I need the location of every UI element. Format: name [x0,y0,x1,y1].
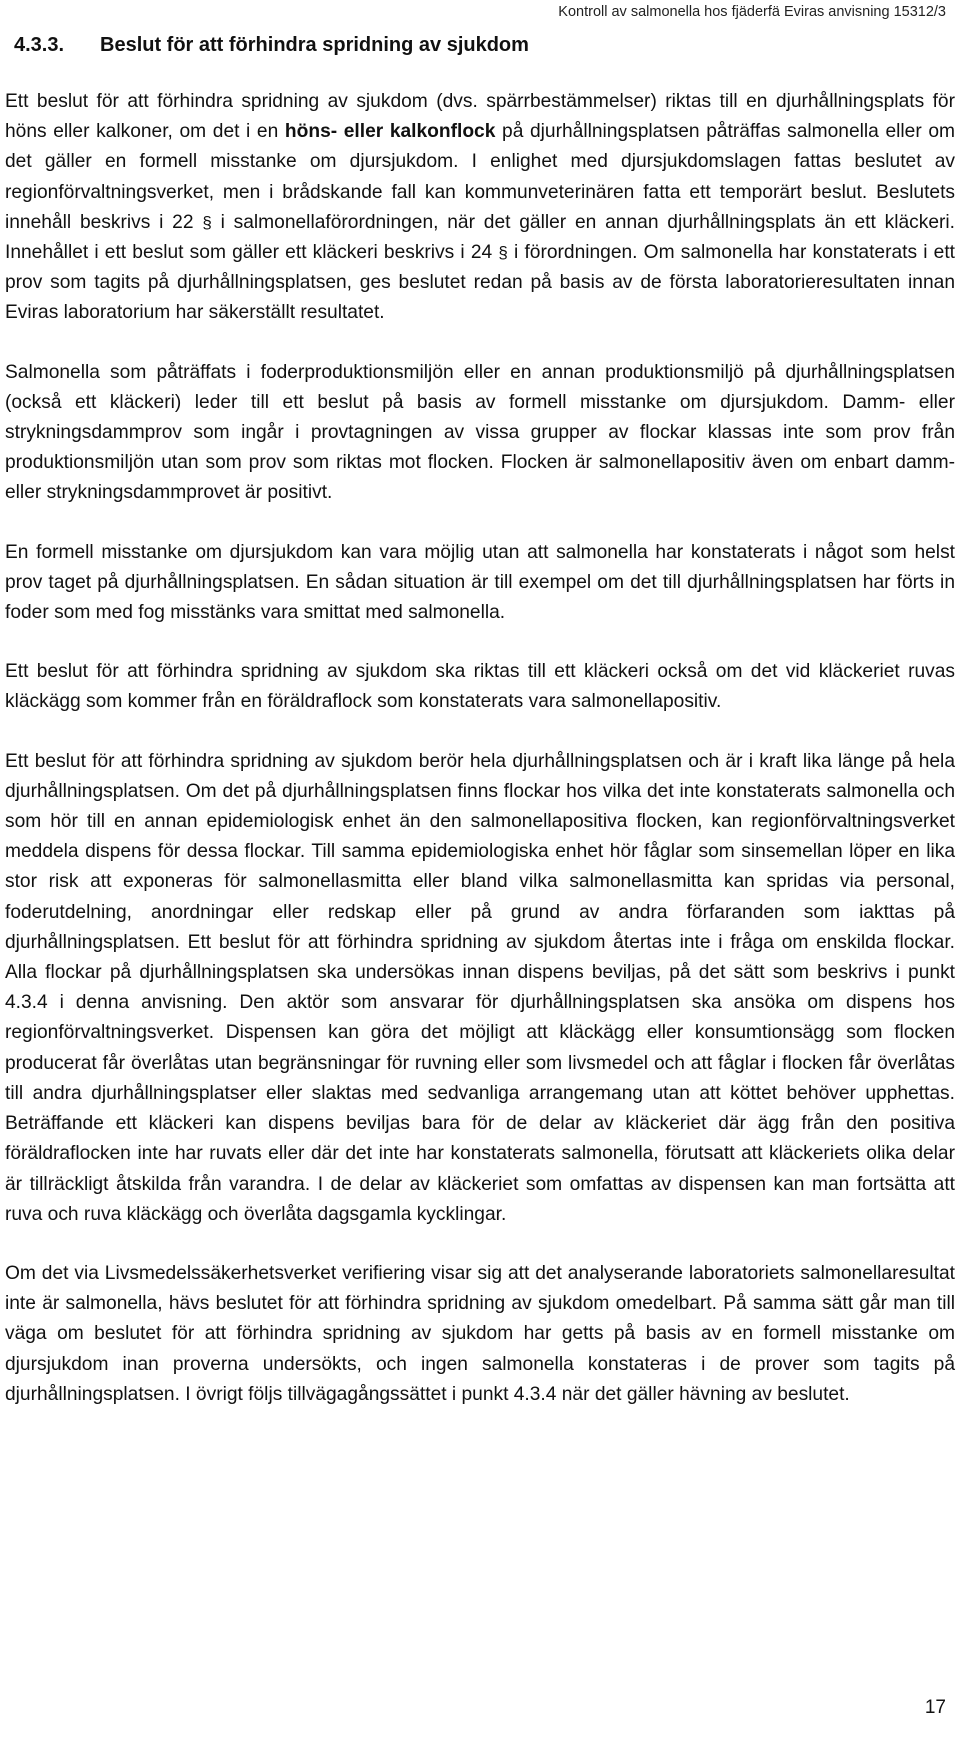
emphasized-term: höns- eller kalkonflock [284,121,496,143]
paragraph: Ett beslut för att förhindra spridning av sjukdom ska riktas till ett kläckeri också om det vid kläckeriet ruvas kläckägg som kommer från en föräldraflock som konstaterats vara salmonellapositiv. [5,661,955,713]
text-run: på djurhållningsplatsen påträffas salmonella eller om det gäller en formell misstanke om djursjukdom. I enlighet med djursjukdomslagen fattas beslutet av regionförvaltningsverket, men i brådskande fall kan kommunveterinären fatta ett temporärt beslut. Beslutets innehåll beskrivs i 22 [5,121,955,233]
section-number: 4.3.3. [14,34,65,56]
section-sign: § [202,212,212,232]
paragraph: Om det via Livsmedelssäkerhetsverket verifiering visar sig att det analyserande laboratoriets salmonellaresultat inte är salmonella, hävs beslutet för att förhindra spridning av sjukdom omedelbart. På samma sätt går man till väga om beslutet för att förhindra spridning av sjukdom har getts på basis av en formell misstanke om djursjukdom inan proverna undersökts, och ingen salmonella konstateras i de prover som tagits på djurhållningsplatsen. I övrigt följs tillvägagångssättet i punkt 4.3.4 när det gäller hävning av beslutet. [5,1262,955,1405]
paragraph: Ett beslut för att förhindra spridning av sjukdom berör hela djurhållningsplatsen och är i kraft lika länge på hela djurhållningsplatsen. Om det på djurhållningsplatsen finns flockar hos vilka det inte konstaterats salmonella och som hör till en annan epidemiologisk enhet än den salmonellapositiva flocken, kan regionförvaltningsverket meddela dispens för dessa flockar. Till samma epidemiologiska enhet hör fåglar som sinsemellan löper en lika stor risk att exponeras för salmonellasmitta eller bland vilka salmonellasmitta kan spridas via personal, foderutdelning, anordningar eller redskap eller på grund av andra förfaranden som iakttas på djurhållningsplatsen. Ett beslut för att förhindra spridning av sjukdom återtas inte i fråga om enskilda flockar. Alla flockar på djurhållningsplatsen ska undersökas innan dispens beviljas, på det sätt som beskrivs i punkt 4.3.4 i denna anvisning. Den aktör som ansvarar för djurhållningsplatsen ska ansöka om dispens hos regionförvaltningsverket. Dispensen kan göra det möjligt att kläckägg eller konsumtionsägg som flocken producerat får överlåtas utan begränsningar för ruvning eller som livsmedel och att fåglar i flocken får överlåtas till andra djurhållningsplatser eller slaktas med sedvanliga arrangemang utan att köttet behöver upphettas. Beträffande ett kläckeri kan dispens beviljas bara för de delar av kläckeriet där ägg från den positiva föräldraflocken inte har ruvats eller där det inte har konstaterats salmonella, förutsatt att kläckeriets olika delar är tillräckligt åtskilda från varandra. I de delar av kläckeriet som omfattas av dispensen kan man fortsätta att ruva och ruva kläckägg och överlåta dagsgamla kycklingar. [5,750,955,1225]
running-header: Kontroll av salmonella hos fjäderfä Eviras anvisning 15312/3 [558,4,946,20]
paragraph [5,87,955,329]
paragraph: Salmonella som påträffats i foderproduktionsmiljön eller en annan produktionsmiljö på djurhållningsplatsen (också ett kläckeri) leder till ett beslut på basis av formell misstanke om djursjukdom. Damm- eller strykningsdammprov som ingår i provtagningen av vissa grupper av flockar klassas inte som prov från produktionsmiljön utan som prov som riktas mot flocken. Flocken är salmonellapositiv även om enbart damm- eller strykningsdammprovet är positivt. [5,361,955,504]
paragraph: En formell misstanke om djursjukdom kan vara möjlig utan att salmonella har konstaterats i något som helst prov taget på djurhållningsplatsen. En sådan situation är till exempel om det till djurhållningsplatsen har förts in foder som med fog misstänks vara smittat med salmonella. [5,541,955,624]
body-text [5,87,955,1439]
section-heading [14,34,529,57]
text-run: Ett beslut för att förhindra spridning av sjukdom (dvs. spärrbestämmelser) riktas till en djurhållningsplats för höns eller kalkoner, om det i en [5,91,955,143]
text-run: i salmonellaförordningen, när det gäller en annan djurhållningsplats än ett kläckeri. Innehållet i ett beslut som gäller ett kläckeri beskrivs i 24 [5,211,955,264]
page-number: 17 [924,1696,946,1718]
section-sign: § [498,243,508,263]
section-title: Beslut för att förhindra spridning av sjukdom [100,34,529,56]
text-run: i förordningen. Om salmonella har konstaterats i ett prov som tagits på djurhållningsplatsen, ges beslutet redan på basis av de första laboratorieresultaten innan Eviras laboratorium har säkerställt resultatet. [5,242,955,324]
